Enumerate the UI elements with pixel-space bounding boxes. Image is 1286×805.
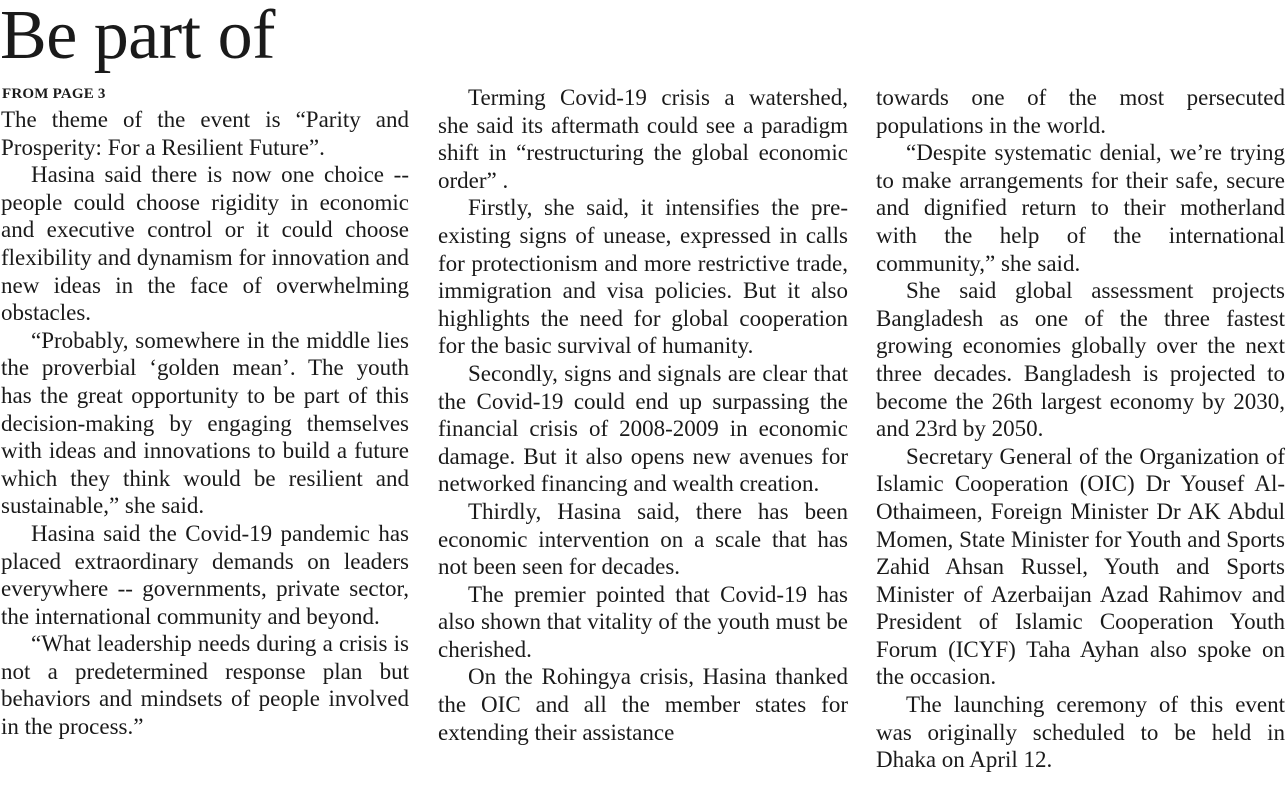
paragraph: Hasina said the Covid-19 pandemic has placed extraordinary demands on leaders everywhere -- governments, private sector, the international community and beyond.	[1, 520, 409, 629]
paragraph: Firstly, she said, it intensifies the pre-existing signs of unease, expressed in calls for protectionism and more restrictive trade, immigration and visa policies. But it also highlights the need for global cooperation for the basic survival of humanity.	[438, 195, 848, 359]
paragraph: Secretary General of the Organization of Islamic Cooperation (OIC) Dr Yousef Al-Othaimeen, Foreign Minister Dr AK Abdul Momen, State Minister for Youth and Sports Zahid Ahsan Russel, Youth and Sports Minister of Azerbaijan Azad Rahimov and President of Islamic Cooperation Youth Forum (ICYF) Taha Ayhan also spoke on the occasion.	[876, 443, 1285, 690]
paragraph: Terming Covid-19 crisis a watershed, she said its aftermath could see a paradigm shift in “restructuring the global economic order” .	[438, 85, 848, 193]
paragraph: Thirdly, Hasina said, there has been economic intervention on a scale that has not been seen for decades.	[438, 498, 848, 580]
paragraph: She said global assessment projects Bangladesh as one of the three fastest growing economies globally over the next three decades. Bangladesh is projected to become the 26th largest economy by 2030, and 23rd by 2050.	[876, 278, 1285, 442]
paragraph: The launching ceremony of this event was originally scheduled to be held in Dhaka on April 12.	[876, 692, 1285, 773]
paragraph: On the Rohingya crisis, Hasina thanked the OIC and all the member states for extending their assistance	[438, 664, 848, 745]
paragraph: Secondly, signs and signals are clear that the Covid-19 could end up surpassing the financial crisis of 2008-2009 in economic damage. But it also opens new avenues for networked financing and wealth creation.	[438, 360, 848, 497]
paragraph: “Despite systematic denial, we’re trying to make arrangements for their safe, secure and dignified return to their motherland with the help of the international community,” she said.	[876, 140, 1285, 276]
article-column-1	[1, 106, 409, 741]
headline: Be part of	[0, 0, 275, 74]
paragraph: The premier pointed that Covid-19 has also shown that vitality of the youth must be cherished.	[438, 581, 848, 662]
paragraph: “Probably, somewhere in the middle lies the proverbial ‘golden mean’. The youth has the great opportunity to be part of this decision-making by engaging themselves with ideas and innovations to build a future which they think would be resilient and sustainable,” she said.	[1, 327, 409, 519]
jump-line: FROM PAGE 3	[2, 86, 106, 102]
paragraph: towards one of the most persecuted populations in the world.	[876, 85, 1285, 138]
paragraph: “What leadership needs during a crisis is not a predetermined response plan but behaviors and mindsets of people involved in the process.”	[1, 631, 409, 740]
paragraph: The theme of the event is “Parity and Prosperity: For a Resilient Future”.	[1, 107, 409, 160]
paragraph: Hasina said there is now one choice -- people could choose rigidity in economic and executive control or it could choose flexibility and dynamism for innovation and new ideas in the face of overwhelming obstacles.	[1, 162, 409, 326]
article-column-3	[876, 84, 1285, 774]
article-column-2	[438, 84, 848, 746]
